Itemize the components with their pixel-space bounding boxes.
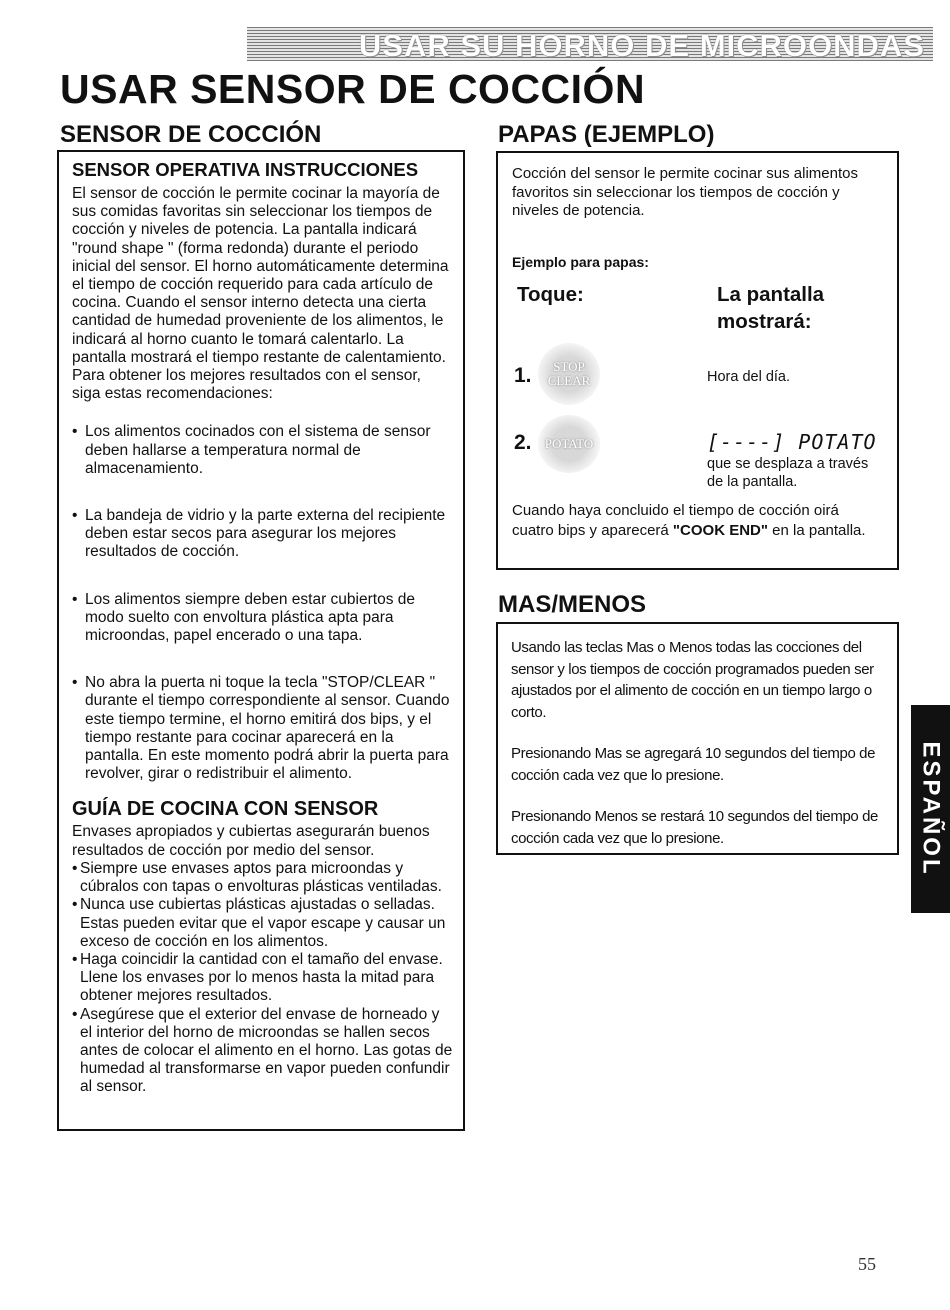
guide-bullets xyxy=(72,860,453,1097)
list-item: • Los alimentos cocinados con el sistema de sensor deben hallarse a temperatura normal de almacenamiento. xyxy=(72,423,453,478)
list-item: • Asegúrese que el exterior del envase de horneado y el interior del horno de microondas se hallen secos antes de colocar el alimento en el horno. Las gotas de humedad al transformarse en vapor pueden confundir al sensor. xyxy=(72,1006,453,1097)
key-label: STOP xyxy=(553,359,585,374)
step-1-number: 1. xyxy=(514,364,532,387)
display-column-heading-2: mostrará: xyxy=(717,310,812,333)
sensor-intro: El sensor de cocción le permite cocinar la mayoría de sus comidas favoritas sin seleccionar los tiempos de cocción y niveles de potencia. La pantalla indicará "round shape " (forma redonda) durante el periodo inicial del sensor. El horno automáticamente determina el tiempo de cocción requerido para cada artículo de cocina. Cuando el sensor interno detecta una cierta cantidad de humedad proveniente de los alimentos, le indicará al horno cuanto le tomará calentarlo. La pantalla mostrará el tiempo restante de calentamiento. Para obtener los mejores resultados con el sensor, siga estas recomendaciones: xyxy=(72,185,449,403)
key-label: POTATO xyxy=(544,436,594,451)
guide-title: GUÍA DE COCINA CON SENSOR xyxy=(72,798,379,821)
language-tab-label: ESPAÑOL xyxy=(917,741,945,877)
outro-text: Cuando haya concluido el tiempo de cocción oirá cuatro bips y aparecerá xyxy=(512,502,839,539)
cook-end-text: "COOK END" xyxy=(672,522,768,539)
step-2-number: 2. xyxy=(514,431,532,454)
sensor-bullets xyxy=(72,423,453,783)
potato-key[interactable] xyxy=(538,415,600,473)
list-item: • Haga coincidir la cantidad con el tamaño del envase. Llene los envases por lo menos hasta la mitad para obtener mejores resultados. xyxy=(72,951,453,1006)
masmenos-p2: Presionando Mas se agregará 10 segundos del tiempo de cocción cada vez que lo presione. xyxy=(511,745,876,784)
masmenos-box xyxy=(496,622,899,855)
key-label: CLEAR xyxy=(547,373,591,388)
header-banner xyxy=(247,27,933,61)
page-number: 55 xyxy=(858,1254,876,1274)
page-title: USAR SENSOR DE COCCIÓN xyxy=(60,66,646,112)
sensor-section-title: SENSOR DE COCCIÓN xyxy=(60,121,322,148)
step-2-display-note-2: de la pantalla. xyxy=(707,474,798,490)
papas-intro: Cocción del sensor le permite cocinar sus alimentos favoritos sin seleccionar los tiempos de cocción y niveles de potencia. xyxy=(512,165,858,219)
example-label: Ejemplo para papas: xyxy=(512,254,649,270)
touch-column-heading: Toque: xyxy=(517,283,584,306)
step-1-display: Hora del día. xyxy=(707,369,791,385)
stop-clear-key[interactable] xyxy=(538,343,600,405)
list-item: • Siempre use envases aptos para microondas y cúbralos con tapas o envolturas plásticas ventiladas. xyxy=(72,860,453,896)
display-column-heading-1: La pantalla xyxy=(717,283,825,306)
masmenos-section-title: MAS/MENOS xyxy=(498,591,647,618)
papas-box xyxy=(496,151,899,570)
masmenos-p3: Presionando Menos se restará 10 segundos del tiempo de cocción cada vez que lo presione. xyxy=(511,808,878,847)
list-item: • Nunca use cubiertas plásticas ajustadas o selladas. Estas pueden evitar que el vapor escape y causar un exceso de cocción en los alimentos. xyxy=(72,896,453,951)
papas-section-title: PAPAS (EJEMPLO) xyxy=(498,121,715,148)
list-item: • La bandeja de vidrio y la parte externa del recipiente deben estar secos para asegurar los mejores resultados de cocción. xyxy=(72,507,453,562)
step-2-display-note-1: que se desplaza a través xyxy=(707,456,869,472)
masmenos-p1: Usando las teclas Mas o Menos todas las cocciones del sensor y los tiempos de cocción programados pueden ser ajustados por el alimento de cocción en un tiempo largo o corto. xyxy=(511,639,874,721)
instructions-heading: SENSOR OPERATIVA INSTRUCCIONES xyxy=(72,159,419,180)
language-tab xyxy=(911,705,950,913)
sensor-box xyxy=(57,150,465,1131)
list-item: • No abra la puerta ni toque la tecla "STOP/CLEAR " durante el tiempo correspondiente al sensor. Cuando este tiempo termine, el horno emitirá dos bips, y el tiempo restante para cocinar aparecerá en la pantalla. En este momento podrá abrir la puerta para revolver, girar o redistribuir el alimento. xyxy=(72,674,453,783)
step-2-display: [----] POTATO xyxy=(707,430,877,454)
list-item: • Los alimentos siempre deben estar cubiertos de modo suelto con envoltura plástica apta para microondas, papel encerado o una tapa. xyxy=(72,591,453,646)
papas-outro xyxy=(512,501,884,541)
outro-text-end: en la pantalla. xyxy=(767,522,866,539)
guide-intro: Envases apropiados y cubiertas asegurarán buenos resultados de cocción por medio del sensor. xyxy=(72,823,430,859)
banner-text: USAR SU HORNO DE MICROONDAS xyxy=(358,28,925,61)
